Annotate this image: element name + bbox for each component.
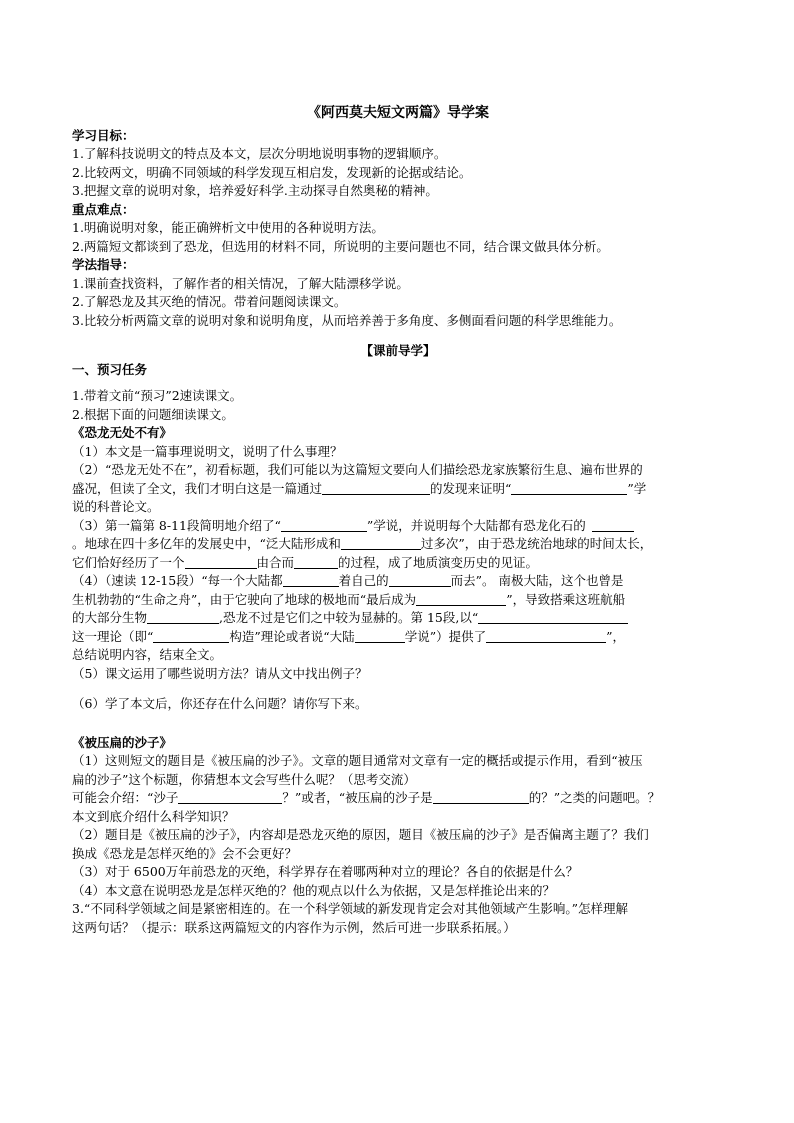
section-title: 【课前导学】 (360, 343, 436, 358)
question-text: （4）本文意在说明恐龙是怎样灭绝的？他的观点以什么为依据，又是怎样推论出来的？ (72, 882, 555, 898)
question-text (72, 517, 724, 536)
question-text: （1）这则短文的题目是《被压扁的沙子》。文章的题目通常对文章有一定的概括或提示作用，看到“被压 (72, 753, 643, 768)
question-fragment: 的发现来证明“ (430, 480, 512, 496)
question-fragment: 的过程，成了地质演变历史的见证。 (338, 554, 539, 570)
question-text: 这两句话？（提示：联系这两篇短文的内容作为示例，然后可进一步联系拓展。） (72, 919, 516, 935)
question-fragment: ”， (606, 628, 625, 644)
objectives-heading: 学习目标： (72, 127, 135, 143)
fill-blank[interactable] (283, 573, 339, 587)
document-body (72, 104, 724, 937)
question-fragment: ”学说，并说明每个大陆都有恐龙化石的 (366, 517, 586, 533)
question-text (72, 628, 724, 647)
question-text: 换成《恐龙是怎样灭绝的》会不会更好？ (72, 845, 298, 861)
guidance-item: 3.比较分析两篇文章的说明对象和说明角度，从而培养善于多角度、多侧面看问题的科学思维能力。 (72, 312, 622, 328)
question-fragment: 。地球在四十多亿年的发展史中，“泛大陆形成和 (72, 536, 341, 551)
question-text: 本文到底介绍什么科学知识？ (72, 808, 235, 824)
fill-blank[interactable] (294, 555, 338, 569)
task-line: 1.带着文前“预习”2速读课文。 (72, 388, 243, 403)
question-fragment: 而去”。 南极大陆，这个也曾是 (450, 573, 624, 588)
question-text: （5）课文运用了哪些说明方法？请从文中找出例子？ (72, 665, 368, 681)
fill-blank[interactable] (281, 518, 367, 532)
question-text (72, 609, 724, 628)
question-fragment: 生机勃勃的“生命之舟”，由于它驶向了地球的极地而“最后成为 (72, 591, 417, 607)
question-text (72, 572, 724, 591)
question-text: （3）对于 6500万年前恐龙的灭绝，科学界存在着哪两种对立的理论？各自的依据是什么？ (72, 864, 579, 879)
question-text: 扁的沙子”这个标题，你猜想本文会写些什么呢？（思考交流） (72, 771, 416, 787)
question-fragment: 的大部分生物 (72, 610, 148, 625)
question-text: （6）学了本文后，你还存在什么问题？请你写下来。 (72, 696, 368, 711)
question-fragment: 构造”理论或者说“大陆 (229, 628, 355, 644)
question-fragment: 着自己的 (338, 573, 389, 588)
fill-blank[interactable] (355, 629, 405, 643)
question-text (72, 591, 724, 610)
question-fragment: ”学 (627, 480, 647, 496)
fill-blank[interactable] (478, 610, 628, 624)
essay2-title: 《被压扁的沙子》 (72, 734, 173, 750)
question-fragment: 它们恰好经历了一个 (72, 554, 185, 570)
fill-blank[interactable] (322, 481, 430, 495)
question-text (72, 554, 724, 573)
question-text (72, 480, 724, 499)
question-fragment: 盛况，但读了全文，我们才明白这是一篇通过 (72, 480, 323, 496)
page-title: 《阿西莫夫短文两篇》导学案 (307, 105, 489, 121)
guidance-item: 2.了解恐龙及其灭绝的情况。带着问题阅读课文。 (72, 294, 347, 309)
fill-blank[interactable] (341, 536, 421, 550)
guidance-item: 1.课前查找资料，了解作者的相关情况，了解大陆漂移学说。 (72, 275, 409, 291)
objective-item: 2.比较两文，明确不同领域的科学发现互相启发，发现新的论据或结论。 (72, 164, 472, 180)
question-text (72, 535, 724, 554)
question-fragment: 过多次”，由于恐龙统治地球的时间太长， (420, 536, 653, 551)
question-text: 说的科普论文。 (72, 499, 160, 514)
question-fragment: 可能会介绍：“沙子 (72, 790, 179, 805)
question-fragment: ”，导致搭乘这班航船 (506, 591, 626, 607)
fill-blank[interactable] (416, 592, 506, 606)
fill-blank[interactable] (185, 555, 257, 569)
fill-blank[interactable] (178, 790, 282, 804)
question-text (72, 789, 724, 808)
objective-item: 1.了解科技说明文的特点及本文，层次分明地说明事物的逻辑顺序。 (72, 146, 447, 161)
difficulty-item: 2.两篇短文都谈到了恐龙，但选用的材料不同，所说明的主要问题也不同，结合课文做具体分析。 (72, 238, 609, 254)
objective-item: 3.把握文章的说明对象，培养爱好科学.主动探寻自然奥秘的精神。 (72, 183, 438, 198)
question-text: 总结说明内容，结束全文。 (72, 647, 223, 662)
difficulties-heading: 重点难点： (72, 201, 135, 217)
question-text: （2）题目是《被压扁的沙子》，内容却是恐龙灭绝的原因，题目《被压扁的沙子》是否偏离主题了？我们 (72, 827, 649, 842)
essay1-title: 《恐龙无处不有》 (72, 425, 173, 440)
fill-blank[interactable] (486, 629, 606, 643)
difficulty-item: 1.明确说明对象，能正确辨析文中使用的各种说明方法。 (72, 220, 384, 235)
fill-blank[interactable] (153, 629, 229, 643)
question-text: （2）“恐龙无处不在”，初看标题，我们可能以为这篇短文要向人们描绘恐龙家族繁衍生息、遍布世界的 (72, 462, 643, 477)
question-fragment: ？”或者，“被压扁的沙子是 (282, 790, 433, 805)
question-fragment: 的？”之类的问题吧。？ (528, 790, 661, 805)
question-fragment: 由合而 (256, 554, 295, 570)
guidance-heading: 学法指导： (72, 257, 135, 272)
question-fragment: （3）第一篇第 8-11段简明地介绍了“ (72, 517, 281, 533)
fill-blank[interactable] (147, 610, 219, 624)
fill-blank[interactable] (433, 790, 529, 804)
fill-blank[interactable] (389, 573, 451, 587)
fill-blank[interactable] (511, 481, 627, 495)
question-fragment: （4）（速读 12-15段）“每一个大陆都 (72, 573, 283, 588)
question-text: （1）本文是一篇事理说明文，说明了什么事理？ (72, 443, 343, 459)
question-fragment: ,恐龙不过是它们之中较为显赫的。第 15段,以“ (219, 610, 479, 625)
fill-blank[interactable] (592, 518, 634, 532)
question-text: 3.“不同科学领域之间是紧密相连的。在一个科学领域的新发现肯定会对其他领域产生影响。”怎样理解 (72, 901, 628, 916)
task-heading: 一、预习任务 (72, 361, 148, 377)
question-fragment: 学说”）提供了 (404, 628, 487, 644)
question-fragment: 这一理论（即“ (72, 628, 154, 644)
task-line: 2.根据下面的问题细读课文。 (72, 406, 234, 422)
